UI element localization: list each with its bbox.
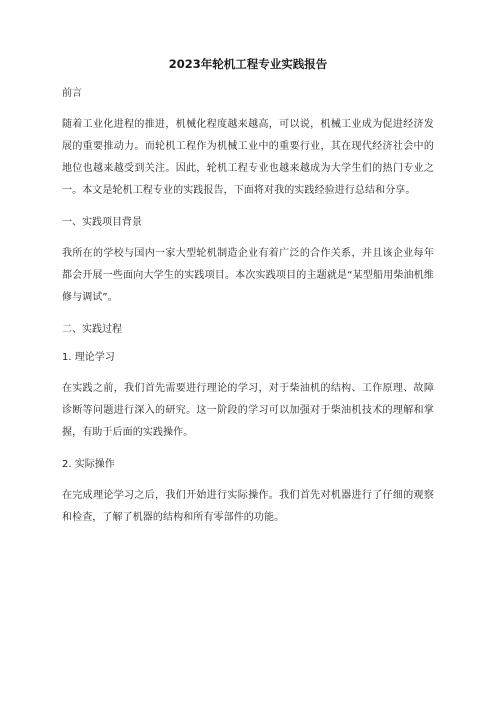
paragraph-practice: 在完成理论学习之后，我们开始进行实际操作。我们首先对机器进行了仔细的观察和检查，了解了机器的结构和所有零部件的功能。	[62, 490, 434, 523]
document-body	[62, 56, 434, 542]
paragraph-background: 我所在的学校与国内一家大型轮机制造企业有着广泛的合作关系，并且该企业每年都会开展一些面向大学生的实践项目。本次实践项目的主题就是“某型船用柴油机维修与调试”。	[62, 248, 434, 303]
paragraph-theory: 在实践之前，我们首先需要进行理论的学习，对于柴油机的结构、工作原理、故障诊断等问题进行深入的研究。这一阶段的学习可以加强对于柴油机技术的理解和掌握，有助于后面的实践操作。	[62, 383, 434, 438]
subsection-heading-theory: 1. 理论学习	[62, 352, 115, 363]
section-heading-process: 二、实践过程	[62, 324, 122, 335]
document-title: 2023年轮机工程专业实践报告	[168, 57, 328, 71]
subsection-heading-practice: 2. 实际操作	[62, 459, 115, 470]
section-heading-preface: 前言	[62, 88, 82, 99]
paragraph-preface: 随着工业化进程的推进，机械化程度越来越高，可以说，机械工业成为促进经济发展的重要推动力。而轮机工程作为机械工业中的重要行业，其在现代经济社会中的地位也越来越受到关注。因此，轮机工程专业也越来越成为大学生们的热门专业之一。本文是轮机工程专业的实践报告，下面将对我的实践经验进行总结和分享。	[62, 119, 434, 196]
section-heading-background: 一、实践项目背景	[62, 217, 142, 228]
